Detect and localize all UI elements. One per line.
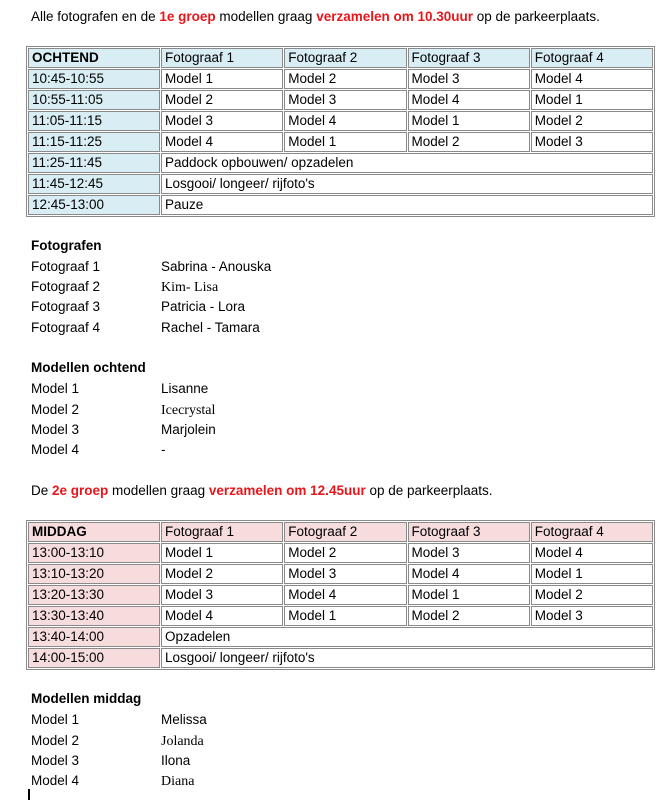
list-value: - (161, 442, 166, 457)
table-cell: Model 1 (284, 132, 406, 152)
table-cell: Model 2 (408, 132, 530, 152)
intro-line-afternoon (31, 483, 493, 498)
list-item (31, 420, 216, 440)
list-item (31, 379, 208, 399)
table-cell: Model 2 (284, 69, 406, 89)
list-item (31, 400, 215, 420)
section-title-fotografen: Fotografen (31, 238, 102, 253)
table-cell: Model 1 (408, 111, 530, 131)
table-header-row (28, 48, 653, 68)
intro-text: modellen graag (215, 9, 317, 24)
activity-cell: Opzadelen (161, 627, 653, 647)
list-value: Marjolein (161, 422, 216, 437)
table-header-cell: Fotograaf 3 (408, 48, 530, 68)
time-cell: 13:40-14:00 (28, 627, 160, 647)
table-header-cell: OCHTEND (28, 48, 160, 68)
list-item (31, 771, 194, 791)
list-key: Model 2 (31, 733, 80, 748)
table-cell: Model 2 (161, 564, 283, 584)
table-row (28, 564, 653, 584)
list-key: Fotograaf 4 (31, 320, 101, 335)
time-cell: 13:30-13:40 (28, 606, 160, 626)
table-cell: Model 3 (284, 90, 406, 110)
table-row (28, 543, 653, 563)
table-cell: Model 3 (408, 69, 530, 89)
table-cell: Model 2 (161, 90, 283, 110)
table-cell: Model 1 (408, 585, 530, 605)
table-cell: Model 1 (161, 69, 283, 89)
text-cursor[interactable] (28, 789, 30, 800)
gather-time: verzamelen om 10.30uur (316, 9, 474, 24)
intro-text: op de parkeerplaats. (365, 483, 493, 498)
list-key: Model 4 (31, 773, 80, 788)
table-row (28, 585, 653, 605)
table-row (28, 627, 653, 647)
time-cell: 13:20-13:30 (28, 585, 160, 605)
table-cell: Model 3 (284, 564, 406, 584)
morning-schedule-table (26, 46, 655, 217)
list-key: Model 1 (31, 712, 80, 727)
table-header-row (28, 522, 653, 542)
list-value: Jolanda (161, 734, 204, 749)
list-key: Model 2 (31, 402, 80, 417)
group-label: 1e groep (159, 9, 216, 24)
table-cell: Model 4 (408, 90, 530, 110)
table-row (28, 606, 653, 626)
table-header-cell: Fotograaf 3 (408, 522, 530, 542)
table-row (28, 195, 653, 215)
list-key: Fotograaf 2 (31, 279, 101, 294)
list-value: Kim- Lisa (161, 280, 219, 295)
list-item (31, 318, 260, 338)
time-cell: 13:00-13:10 (28, 543, 160, 563)
table-header-cell: Fotograaf 4 (531, 522, 653, 542)
section-title-modellen-ochtend: Modellen ochtend (31, 360, 146, 375)
group-label: 2e groep (52, 483, 109, 498)
activity-cell: Losgooi/ longeer/ rijfoto's (161, 648, 653, 668)
activity-cell: Paddock opbouwen/ opzadelen (161, 153, 653, 173)
time-cell: 12:45-13:00 (28, 195, 160, 215)
list-key: Model 3 (31, 753, 80, 768)
time-cell: 10:55-11:05 (28, 90, 160, 110)
activity-cell: Losgooi/ longeer/ rijfoto's (161, 174, 653, 194)
table-cell: Model 1 (531, 90, 653, 110)
list-value: Sabrina - Anouska (161, 259, 272, 274)
table-cell: Model 3 (531, 606, 653, 626)
table-cell: Model 4 (284, 111, 406, 131)
table-row (28, 648, 653, 668)
table-row (28, 90, 653, 110)
section-title-modellen-middag: Modellen middag (31, 691, 142, 706)
table-cell: Model 3 (531, 132, 653, 152)
list-value: Rachel - Tamara (161, 320, 260, 335)
list-item (31, 440, 166, 460)
table-cell: Model 4 (531, 69, 653, 89)
table-cell: Model 4 (161, 132, 283, 152)
table-header-cell: MIDDAG (28, 522, 160, 542)
table-header-cell: Fotograaf 1 (161, 522, 283, 542)
intro-text: Alle fotografen en de (31, 9, 160, 24)
table-cell: Model 1 (284, 606, 406, 626)
table-row (28, 153, 653, 173)
time-cell: 11:25-11:45 (28, 153, 160, 173)
list-value: Patricia - Lora (161, 299, 246, 314)
table-header-cell: Fotograaf 2 (284, 522, 406, 542)
list-item (31, 710, 207, 730)
list-value: Melissa (161, 712, 207, 727)
list-item (31, 751, 190, 771)
table-row (28, 111, 653, 131)
table-cell: Model 2 (531, 111, 653, 131)
table-cell: Model 4 (161, 606, 283, 626)
intro-text: modellen graag (108, 483, 209, 498)
list-value: Ilona (161, 753, 191, 768)
table-header-cell: Fotograaf 4 (531, 48, 653, 68)
list-item (31, 277, 218, 297)
table-cell: Model 4 (284, 585, 406, 605)
table-cell: Model 2 (408, 606, 530, 626)
table-header-cell: Fotograaf 1 (161, 48, 283, 68)
table-row (28, 69, 653, 89)
table-cell: Model 2 (531, 585, 653, 605)
list-item (31, 257, 271, 277)
list-item (31, 297, 245, 317)
activity-cell: Pauze (161, 195, 653, 215)
time-cell: 13:10-13:20 (28, 564, 160, 584)
list-key: Model 1 (31, 381, 80, 396)
table-cell: Model 3 (161, 111, 283, 131)
intro-text: op de parkeerplaats. (473, 9, 600, 24)
table-cell: Model 3 (408, 543, 530, 563)
time-cell: 14:00-15:00 (28, 648, 160, 668)
table-row (28, 174, 653, 194)
table-row (28, 132, 653, 152)
time-cell: 10:45-10:55 (28, 69, 160, 89)
table-cell: Model 2 (284, 543, 406, 563)
time-cell: 11:05-11:15 (28, 111, 160, 131)
table-cell: Model 1 (531, 564, 653, 584)
list-key: Model 3 (31, 422, 80, 437)
list-item (31, 731, 204, 751)
list-value: Icecrystal (161, 403, 216, 418)
list-key: Model 4 (31, 442, 80, 457)
intro-line-morning (31, 9, 600, 24)
time-cell: 11:45-12:45 (28, 174, 160, 194)
table-cell: Model 1 (161, 543, 283, 563)
table-cell: Model 4 (531, 543, 653, 563)
list-value: Lisanne (161, 381, 209, 396)
list-key: Fotograaf 3 (31, 299, 101, 314)
intro-text: De (31, 483, 53, 498)
list-key: Fotograaf 1 (31, 259, 101, 274)
time-cell: 11:15-11:25 (28, 132, 160, 152)
afternoon-schedule-table (26, 520, 655, 670)
table-cell: Model 4 (408, 564, 530, 584)
list-value: Diana (161, 774, 195, 789)
gather-time: verzamelen om 12.45uur (208, 483, 366, 498)
table-header-cell: Fotograaf 2 (284, 48, 406, 68)
table-cell: Model 3 (161, 585, 283, 605)
